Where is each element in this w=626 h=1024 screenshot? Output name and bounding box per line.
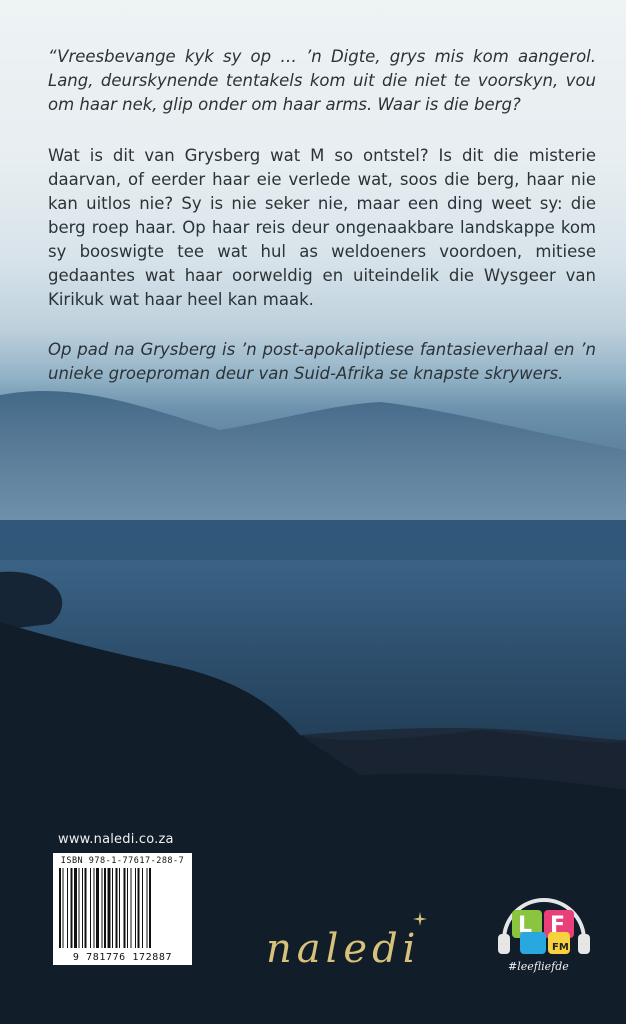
barcode-bar xyxy=(82,868,83,948)
website-url[interactable]: www.naledi.co.za xyxy=(58,832,174,847)
barcode-bar xyxy=(149,868,151,948)
radio-letter-l: L xyxy=(518,913,533,938)
radio-letter-f: F xyxy=(550,913,566,938)
barcode-bar xyxy=(116,868,118,948)
barcode-bar xyxy=(112,868,113,948)
radio-logo xyxy=(494,888,594,968)
blurb-tagline: Op pad na Grysberg is ’n post-apokaliptiese fantasieverhaal en ’n unieke groeproman deur van Suid-Afrika se knapste skrywers. xyxy=(48,340,596,383)
mist-layer xyxy=(0,380,626,520)
barcode-bars xyxy=(59,868,186,948)
barcode-bar xyxy=(124,868,126,948)
barcode-bar xyxy=(147,868,148,948)
barcode-bar xyxy=(90,868,91,948)
barcode-bar xyxy=(94,868,95,948)
blurb-quote: “Vreesbevange kyk sy op … ’n Digte, grys mis kom aangerol. Lang, deurskynende tentakels kom uit die niet te voorskyn, vou om haar nek, glip onder om haar arms. Waar is die berg? xyxy=(48,47,596,114)
barcode-bar xyxy=(102,868,103,948)
barcode-bar xyxy=(131,868,132,948)
barcode-bar xyxy=(119,868,120,948)
barcode-bar xyxy=(79,868,80,948)
barcode-bar xyxy=(85,868,87,948)
barcode-bar xyxy=(74,868,77,948)
barcode-bar xyxy=(138,868,140,948)
barcode-bar xyxy=(104,868,106,948)
radio-hashtag: #leefliefde xyxy=(508,960,569,973)
barcode-bar xyxy=(63,868,64,948)
barcode-bar xyxy=(135,868,136,948)
barcode-bar xyxy=(67,868,68,948)
barcode-bar xyxy=(142,868,143,948)
radio-fm: FM xyxy=(552,942,569,953)
barcode-bar xyxy=(59,868,61,948)
barcode-bar xyxy=(108,868,111,948)
star-icon xyxy=(413,912,427,926)
isbn-number: 9 781776 172887 xyxy=(72,952,173,963)
barcode-bar xyxy=(71,868,73,948)
barcode-bar xyxy=(96,868,99,948)
isbn-label: ISBN 978-1-77617-288-7 xyxy=(60,856,185,866)
naledi-logo: naledi xyxy=(266,926,421,972)
barcode-bar xyxy=(127,868,128,948)
isbn-barcode xyxy=(53,853,192,965)
blurb-body: Wat is dit van Grysberg wat M so ontstel? Is dit die misterie daarvan, of eerder haar eie verlede wat, soos die berg, haar nie kan uitlos nie? Sy is nie seker nie, maar een ding weet sy: die berg roep haar. Op haar reis deur ongenaakbare landskappe kom sy booswigte tee wat hul as weldoeners voordoen, mitiese gedaantes wat haar oorweldig en uiteindelik die Wysgeer van Kirikuk wat haar heel kan maak. xyxy=(48,146,596,309)
